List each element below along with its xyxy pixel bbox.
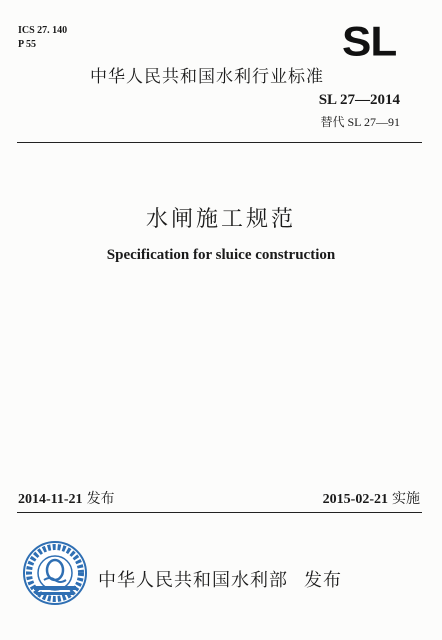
title-english: Specification for sluice construction <box>106 247 336 263</box>
publisher-action: 发布 <box>304 570 342 591</box>
organization-standard: 中华人民共和国水利行业标准 <box>90 67 324 87</box>
classification-codes <box>18 24 67 52</box>
title-chinese: 水闸施工规范 <box>145 207 296 232</box>
sl-logo: SL <box>342 18 397 65</box>
class-code: P 55 <box>18 39 37 50</box>
effective-date <box>323 488 420 508</box>
divider-bottom <box>17 512 422 513</box>
effective-date-value: 2015-02-21 <box>322 492 388 507</box>
standard-number: SL 27—2014 <box>318 92 400 108</box>
issue-label: 发布 <box>86 491 115 507</box>
divider-top <box>17 142 422 143</box>
effective-label: 实施 <box>392 491 420 507</box>
ministry-seal-icon <box>22 540 88 606</box>
publisher-name: 中华人民共和国水利部 <box>98 570 288 591</box>
ics-code: ICS 27. 140 <box>18 25 68 36</box>
issue-date <box>18 488 115 508</box>
replaces-standard: 替代 SL 27—91 <box>320 115 400 129</box>
publisher <box>98 566 342 592</box>
issue-date-value: 2014-11-21 <box>18 492 83 507</box>
